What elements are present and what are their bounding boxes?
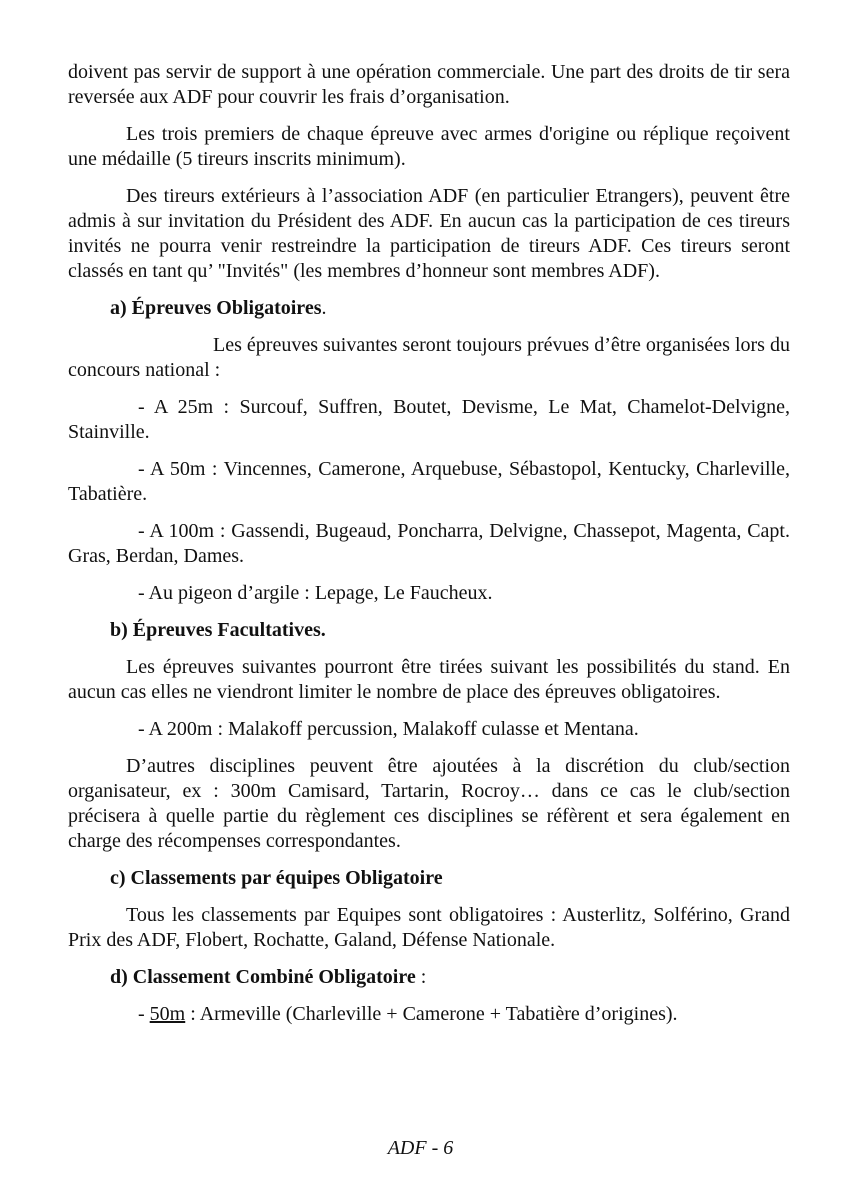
paragraph-guests: Des tireurs extérieurs à l’association ADF (en particulier Etrangers), peuvent être admis à sur invitation du Président des ADF. En aucun cas la participation de ces tireurs invités ne pourra venir restreindre la participation de tireurs ADF. Ces tireurs seront classés en tant qu’ "Invités" (les membres d’honneur sont membres ADF). [68,185,790,282]
heading-mandatory-events [68,296,790,321]
heading-combined-ranking [68,965,790,990]
heading-a-suffix: . [321,297,327,319]
heading-team-rankings: c) Classements par équipes Obligatoire [110,867,443,889]
page-footer: ADF - 6 [387,1137,454,1159]
document-page [68,60,790,1027]
list-item-200m: - A 200m : Malakoff percussion, Malakoff culasse et Mentana. [138,718,639,740]
paragraph-team-rankings: Tous les classements par Equipes sont obligatoires : Austerlitz, Solférino, Grand Prix des ADF, Flobert, Rochatte, Galand, Défense Nationale. [68,904,790,951]
heading-a-text: a) Épreuves Obligatoires [110,297,322,319]
paragraph-other-disciplines: D’autres disciplines peuvent être ajoutées à la discrétion du club/section organisateur, ex : 300m Camisard, Tartarin, Rocroy… dans ce cas le club/section précisera à quelle partie du règlement ces disciplines se réfèrent et sera également en charge des récompenses correspondantes. [68,755,790,852]
list-item-25m: - A 25m : Surcouf, Suffren, Boutet, Devisme, Le Mat, Chamelot-Delvigne, Stainville. [68,396,790,443]
paragraph-medals: Les trois premiers de chaque épreuve avec armes d'origine ou réplique reçoivent une médaille (5 tireurs inscrits minimum). [68,123,790,170]
heading-d-suffix: : [415,966,427,988]
heading-d-text: d) Classement Combiné Obligatoire [110,966,416,988]
list-item-combined [68,1002,790,1027]
combined-prefix: - [138,1003,150,1025]
paragraph-optional-events: Les épreuves suivantes pourront être tirées suivant les possibilités du stand. En aucun cas elles ne viendront limiter le nombre de place des épreuves obligatoires. [68,656,790,703]
list-item-pigeon: - Au pigeon d’argile : Lepage, Le Faucheux. [138,582,493,604]
combined-distance: 50m [149,1003,186,1025]
heading-optional-events: b) Épreuves Facultatives. [110,619,326,641]
list-item-100m: - A 100m : Gassendi, Bugeaud, Poncharra, Delvigne, Chassepot, Magenta, Capt. Gras, Berdan, Dames. [68,520,790,567]
list-item-50m: - A 50m : Vincennes, Camerone, Arquebuse, Sébastopol, Kentucky, Charleville, Tabatière. [68,458,790,505]
paragraph-fees: doivent pas servir de support à une opération commerciale. Une part des droits de tir sera reversée aux ADF pour couvrir les frais d’organisation. [68,61,790,108]
combined-rest: : Armeville (Charleville + Camerone + Tabatière d’origines). [185,1003,678,1025]
paragraph-national-events: Les épreuves suivantes seront toujours prévues d’être organisées lors du concours national : [68,334,790,381]
